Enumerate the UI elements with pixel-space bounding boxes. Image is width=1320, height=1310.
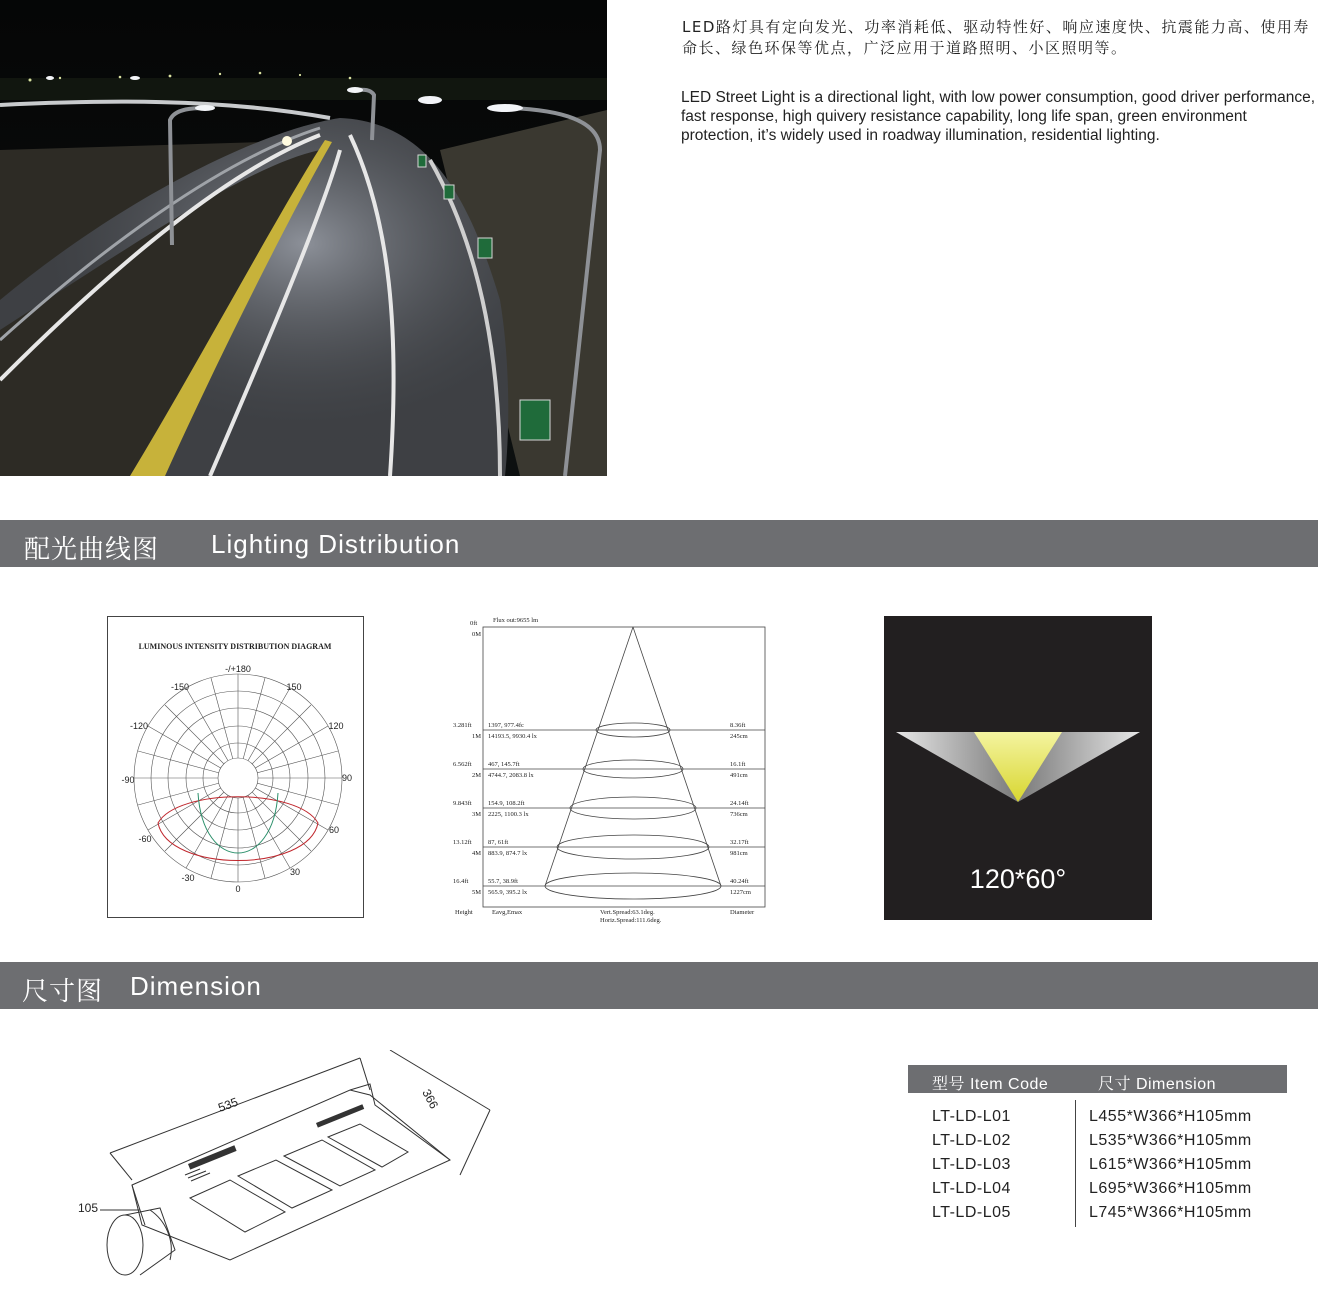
polar-label-120: 120 (328, 721, 344, 731)
table-row-dimension: L535*W366*H105mm (1089, 1132, 1252, 1149)
cone-row-fc: 87, 61ft (488, 839, 509, 846)
cone-footer-vert: Vert.Spread:63.1deg. (600, 909, 655, 916)
polar-label-neg150: -150 (170, 682, 190, 692)
cone-row-fc: 55.7, 38.9ft (488, 878, 518, 885)
cone-row-diameter-ft: 32.17ft (730, 839, 749, 846)
cone-row-m: 2M (472, 772, 482, 779)
dimension-title-cn: 尺寸图 (22, 976, 104, 1006)
cone-footer-e: Eavg,Emax (492, 909, 523, 916)
cone-footer-diameter: Diameter (730, 909, 755, 916)
polar-label-180: -/+180 (225, 664, 251, 674)
polar-label-neg30: -30 (181, 873, 195, 883)
table-row-dimension: L615*W366*H105mm (1089, 1156, 1252, 1173)
polar-label-60: 60 (328, 825, 340, 835)
cone-0ft-label: 0ft (470, 620, 478, 627)
dimension-title-en: Dimension (130, 971, 262, 1001)
cone-row-lx: 4744.7, 2083.8 lx (488, 772, 534, 779)
cone-row-lx: 883.9, 874.7 lx (488, 850, 528, 857)
lighting-title-en: Lighting Distribution (211, 529, 461, 559)
cone-row-diameter-ft: 40.24ft (730, 878, 749, 885)
cone-footer-horiz: Horiz.Spread:111.6deg. (600, 917, 662, 924)
table-head-code: 型号 Item Code (932, 1076, 1049, 1093)
cone-row-ft: 16.4ft (453, 878, 469, 885)
lighting-section-header (0, 520, 1318, 567)
drawing-length-label: 535 (216, 1094, 240, 1115)
cone-row-diameter-cm: 1227cm (730, 889, 751, 896)
table-code-column (932, 1105, 1011, 1225)
table-row-code: LT-LD-L01 (932, 1108, 1011, 1125)
cone-row-diameter-cm: 491cm (730, 772, 748, 779)
cone-footer-height: Height (455, 909, 473, 916)
table-divider (1075, 1100, 1076, 1227)
drawing-width-label: 366 (419, 1086, 442, 1112)
dimension-section-header (0, 962, 1318, 1009)
cone-row-m: 5M (472, 889, 482, 896)
street-light-drawing (70, 1050, 510, 1300)
polar-label-neg120: -120 (129, 721, 149, 731)
polar-label-30: 30 (289, 867, 301, 877)
cone-row-ft: 6.562ft (453, 761, 472, 768)
cone-row-diameter-ft: 16.1ft (730, 761, 746, 768)
table-row-dimension: L745*W366*H105mm (1089, 1204, 1252, 1221)
intro-chinese-text: LED路灯具有定向发光、功率消耗低、驱动特性好、响应速度快、抗震能力高、使用寿命长、绿色环保等优点，广泛应用于道路照明、小区照明等。 (682, 18, 1310, 57)
cone-row-diameter-cm: 981cm (730, 850, 748, 857)
polar-label-0: 0 (235, 884, 241, 894)
polar-title: LUMINOUS INTENSITY DISTRIBUTION DIAGRAM (138, 642, 332, 651)
table-row-code: LT-LD-L02 (932, 1132, 1011, 1149)
cone-row-fc: 1397, 977.4fc (488, 722, 524, 729)
table-row-dimension: L455*W366*H105mm (1089, 1108, 1252, 1125)
cone-0m-label: 0M (472, 631, 482, 638)
cone-frame (483, 627, 765, 907)
cone-row-ft: 3.281ft (453, 722, 472, 729)
cone-row-fc: 467, 145.7ft (488, 761, 520, 768)
cone-row-lx: 565.9, 395.2 lx (488, 889, 528, 896)
table-row-code: LT-LD-L03 (932, 1156, 1011, 1173)
polar-label-150: 150 (286, 682, 302, 692)
cone-row-lx: 14193.5, 9930.4 lx (488, 733, 537, 740)
cone-row-diameter-ft: 8.36ft (730, 722, 746, 729)
table-row-code: LT-LD-L05 (932, 1204, 1011, 1221)
cone-row-m: 1M (472, 733, 482, 740)
cone-flux-label: Flux out:9655 lm (493, 617, 539, 624)
cone-row-m: 4M (472, 850, 482, 857)
beam-angle-label: 120*60° (969, 864, 1067, 894)
cone-row-fc: 154.9, 108.2ft (488, 800, 525, 807)
table-row-code: LT-LD-L04 (932, 1180, 1011, 1197)
polar-diagram (107, 616, 364, 918)
cone-row-ft: 9.843ft (453, 800, 472, 807)
cone-diagram (450, 612, 770, 928)
polar-label-90: 90 (341, 773, 353, 783)
polar-label-neg60: -60 (138, 834, 152, 844)
intro-english-text: LED Street Light is a directional light, with low power consumption, good driver performance, fast response, high quivery resistance capability, long life span, green environment protection, it’s widely used in roadway illumination, residential lighting. (681, 89, 1316, 144)
cone-row-ft: 13.12ft (453, 839, 472, 846)
cone-row-diameter-ft: 24.14ft (730, 800, 749, 807)
table-row-dimension: L695*W366*H105mm (1089, 1180, 1252, 1197)
polar-label-neg90: -90 (121, 775, 135, 785)
cone-row-lx: 2225, 1100.3 lx (488, 811, 529, 818)
lighting-title-cn: 配光曲线图 (24, 534, 160, 564)
cone-row-m: 3M (472, 811, 482, 818)
drawing-height-label: 105 (78, 1201, 99, 1215)
table-dimension-column (1089, 1105, 1252, 1225)
cone-row-diameter-cm: 736cm (730, 811, 748, 818)
dimension-table-header (908, 1065, 1287, 1093)
road-photo (0, 0, 607, 476)
table-head-dimension: 尺寸 Dimension (1098, 1076, 1217, 1093)
cone-row-diameter-cm: 245cm (730, 733, 748, 740)
